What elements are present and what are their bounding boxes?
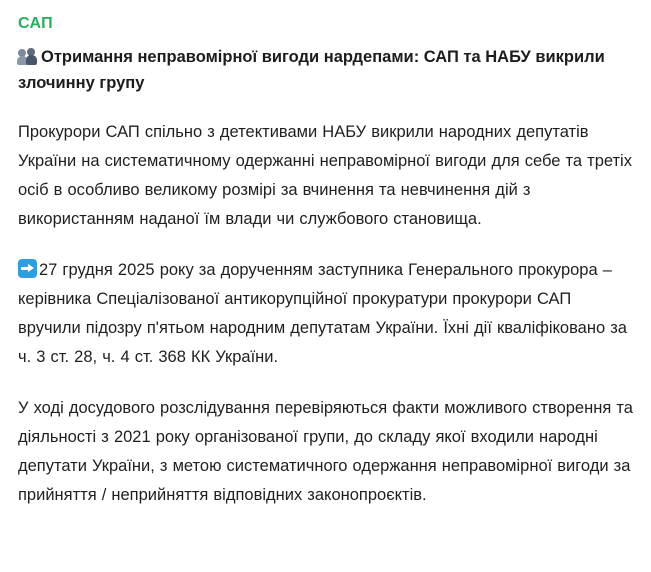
paragraph-2-text: 27 грудня 2025 року за дорученням заступника Генерального прокурора – керівника Спеціалізованої антикорупційної прокуратури прокурори САП вручили підозру п'ятьом народним депутатам України. Їхні дії кваліфіковано за ч. 3 ст. 28, ч. 4 ст. 368 КК України. <box>18 261 627 366</box>
paragraph-3 <box>18 394 633 510</box>
two-people-icon <box>18 47 39 65</box>
page-title <box>18 44 633 96</box>
paragraph-1 <box>18 118 633 234</box>
paragraph-3-text: У ході досудового розслідування перевіряються факти можливого створення та діяльності з 2021 року організованої групи, до складу якої входили народні депутати України, з метою систематичного одержання неправомірної вигоди за прийняття / неприйняття відповідних законопроєктів. <box>18 399 633 504</box>
paragraph-2 <box>18 256 633 372</box>
headline-text: Отримання неправомірної вигоди нардепами: САП та НАБУ викрили злочинну групу <box>18 48 605 92</box>
paragraph-1-text: Прокурори САП спільно з детективами НАБУ викрили народних депутатів України на систематичному одержанні неправомірної вигоди для себе та третіх осіб в особливо великому розмірі за вчинення та невчинення дій з використанням наданої їм влади чи службового становища. <box>18 123 632 228</box>
right-arrow-icon <box>18 259 37 278</box>
channel-name[interactable]: САП <box>18 15 53 32</box>
